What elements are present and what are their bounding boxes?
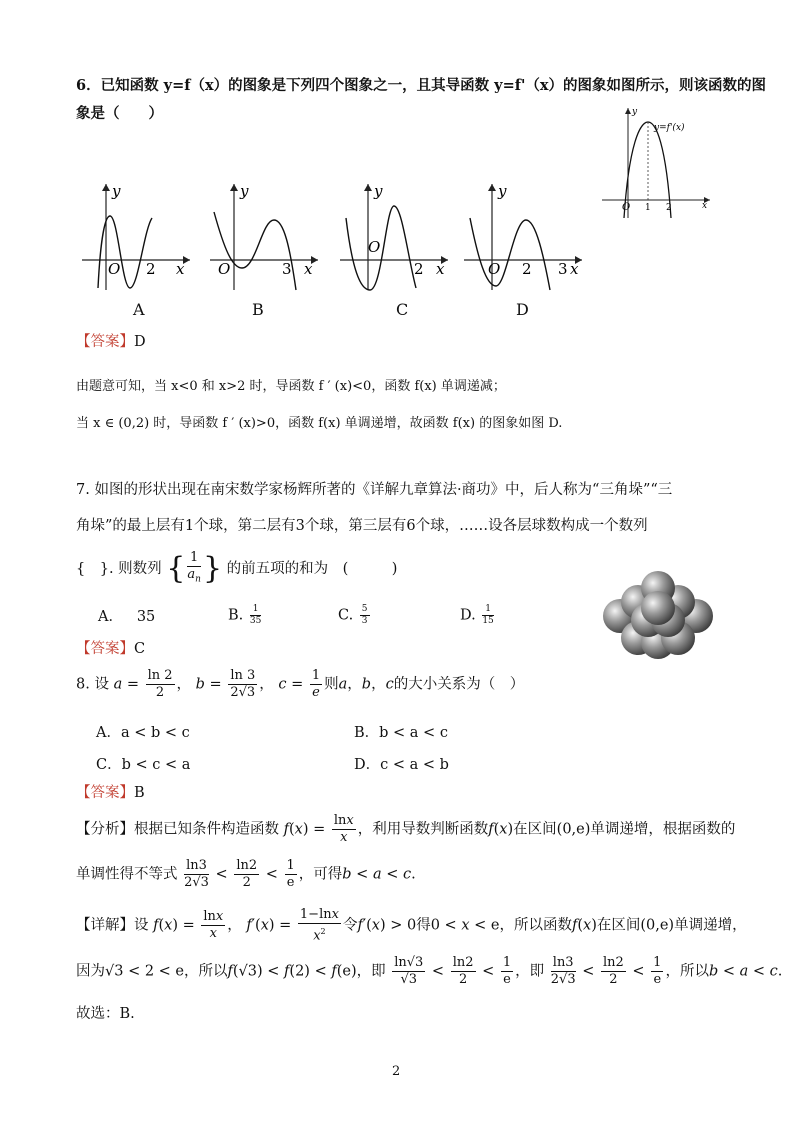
q7-answer: 【答案】C: [76, 641, 146, 657]
svg-text:O: O: [368, 238, 381, 256]
svg-text:2: 2: [414, 260, 424, 278]
svg-text:y: y: [498, 182, 507, 200]
q6-option-b-label: B: [252, 300, 264, 319]
q6-graph-label: y=f'(x): [654, 123, 685, 133]
q8-option-d: D．c < a < b: [354, 757, 449, 773]
q8-answer: 【答案】B: [76, 785, 145, 801]
q8-option-c: C．b < c < a: [96, 757, 191, 773]
svg-text:x: x: [304, 260, 313, 278]
svg-text:O: O: [218, 260, 231, 278]
q8-option-b: B．b < a < c: [354, 725, 448, 741]
q7-option-b: B. $\frac{1}{35}$: [228, 604, 262, 626]
q6-stem-line2: 象是（ ）: [76, 105, 163, 122]
svg-text:y: y: [240, 182, 249, 200]
q7-brace-left: {: [166, 550, 186, 586]
q8-analysis-line2: 单调性得不等式 $\frac{\ln 3}{2√3}$ < $\frac{\ln 2}{2}$ < $\frac{1}{e}$ ，可得b < a < c.: [76, 858, 416, 890]
q6-derivative-graph: [598, 104, 714, 222]
q7-stem-line1: 7. 如图的形状出现在南宋数学家杨辉所著的《详解九章算法·商功》中，后人称为“三角垛”“三: [76, 482, 673, 498]
q7-ball-stack-image: [598, 566, 718, 662]
q7-stem-line3: { }. 则数列 { $\frac{1}{a_n}$ } 的前五项的和为 ( ): [76, 550, 398, 586]
svg-text:3: 3: [282, 260, 292, 278]
svg-text:O: O: [488, 260, 501, 278]
svg-text:y: y: [112, 182, 121, 200]
q6-stem-line1: 6．已知函数 y=f（x）的图象是下列四个图象之一，且其导函数 y=f'（x）的图象如图所示，则该函数的图: [76, 77, 767, 94]
q6-option-a-label: A: [133, 300, 145, 319]
svg-text:2: 2: [522, 260, 532, 278]
q8-stem: 8. 设 a = $\frac{\ln 2}{2}$ ， b = $\frac{\ln 3}{2√3}$ ， c = $\frac{1}{e}$ 则a，b，c的大小关系为（ ）: [76, 668, 525, 700]
svg-text:1: 1: [645, 203, 651, 213]
q6-option-d-graph: [460, 178, 590, 294]
q6-explanation-line1: 由题意可知，当 x<0 和 x>2 时，导函数 f ′ (x)<0，函数 f(x) 单调递减；: [76, 379, 506, 394]
q6-option-d-label: D: [516, 300, 529, 319]
svg-text:x: x: [176, 260, 185, 278]
q7-option-a: A． 35: [98, 609, 156, 625]
svg-text:2: 2: [146, 260, 156, 278]
svg-text:O: O: [622, 202, 631, 213]
page-number: 2: [392, 1064, 401, 1079]
q6-number: 6: [76, 77, 87, 94]
q8-detail-line2: 因为√3 < 2 < e，所以f(√3) < f(2) < f(e)，即 $\frac{\ln√3}{√3}$ < $\frac{\ln 2}{2}$ < $\frac{1}{e}$ ，即 $\frac{\ln 3}{2√3}$ < $\frac{\ln 2}{2}$ < $\frac{1}{e}$ ，所以b < a < c.: [76, 955, 783, 987]
q7-option-d: D. $\frac{1}{15}$: [460, 604, 494, 626]
q7-reciprocal-fraction: $\frac{1}{a_n}$: [187, 550, 201, 585]
svg-text:O: O: [108, 260, 121, 278]
q6-explanation-line2: 当 x ∈ (0,2) 时，导函数 f ′ (x)>0，函数 f(x) 单调递增，故函数 f(x) 的图象如图 D.: [76, 416, 563, 431]
q7-stem-line2: 角垛”的最上层有1个球，第二层有3个球，第三层有6个球，……设各层球数构成一个数列: [76, 518, 648, 534]
q6-option-c-label: C: [396, 300, 409, 319]
q7-option-c: C. $\frac{5}{3}$: [338, 604, 368, 626]
q7-number: 7: [76, 482, 86, 498]
svg-text:x: x: [570, 260, 579, 278]
q6-option-c-graph: [336, 178, 456, 294]
svg-text:x: x: [702, 201, 708, 211]
q8-detail-line1: 【详解】设 f(x) = $\frac{\ln x}{x}$ ， f′(x) = $\frac{1-\ln x}{x^2}$ 令f′(x) > 0得0 < x < e，所以函数f(x)在区间(0,e)单调递增，: [76, 907, 747, 944]
q8-analysis-line1: 【分析】根据已知条件构造函数 f(x) = $\frac{\ln x}{x}$ ，利用导数判断函数f(x)在区间(0,e)单调递增，根据函数的: [76, 813, 736, 845]
svg-text:y: y: [632, 107, 638, 117]
q6-option-a-graph: [78, 178, 198, 294]
svg-text:2: 2: [666, 203, 672, 213]
svg-text:y: y: [374, 182, 383, 200]
q8-number: 8: [76, 676, 86, 693]
svg-text:3: 3: [558, 260, 568, 278]
q7-brace-right: }: [202, 550, 223, 586]
q6-answer: 【答案】D: [76, 334, 146, 350]
svg-text:x: x: [436, 260, 445, 278]
q8-conclusion: 故选：B.: [76, 1006, 135, 1022]
q6-option-b-graph: [206, 178, 326, 294]
q8-option-a: A．a < b < c: [96, 725, 190, 741]
